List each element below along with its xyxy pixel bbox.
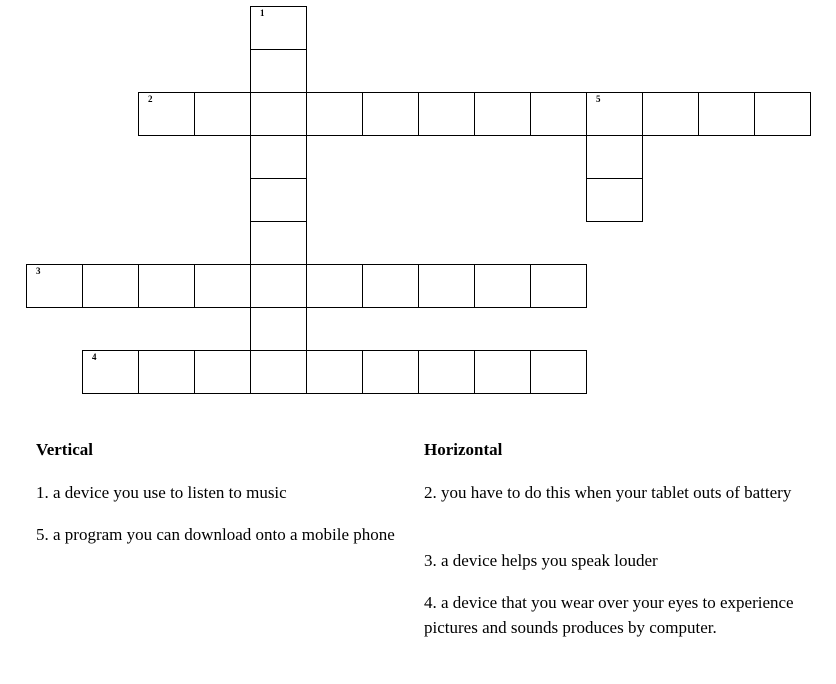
crossword-cell[interactable] — [194, 92, 251, 136]
crossword-cell[interactable] — [250, 6, 307, 50]
clue-number-3: 3 — [36, 266, 41, 276]
horizontal-clue-2: 2. you have to do this when your tablet outs of battery — [424, 483, 792, 502]
crossword-cell[interactable] — [530, 264, 587, 308]
clue-number-1: 1 — [260, 8, 265, 18]
vertical-heading: Vertical — [36, 440, 93, 459]
crossword-cell[interactable] — [250, 307, 307, 351]
crossword-cell[interactable] — [306, 350, 363, 394]
crossword-cell[interactable] — [474, 350, 531, 394]
crossword-cell[interactable] — [82, 264, 139, 308]
crossword-cell[interactable] — [418, 264, 475, 308]
crossword-cell[interactable] — [138, 264, 195, 308]
crossword-cell[interactable] — [698, 92, 755, 136]
crossword-cell[interactable] — [362, 264, 419, 308]
crossword-cell[interactable] — [250, 49, 307, 93]
crossword-cell[interactable] — [82, 350, 139, 394]
clue-number-4: 4 — [92, 352, 97, 362]
crossword-cell[interactable] — [250, 135, 307, 179]
crossword-cell[interactable] — [754, 92, 811, 136]
crossword-cell[interactable] — [586, 178, 643, 222]
crossword-cell[interactable] — [138, 92, 195, 136]
crossword-cell[interactable] — [586, 135, 643, 179]
crossword-cell[interactable] — [194, 350, 251, 394]
crossword-cell[interactable] — [194, 264, 251, 308]
crossword-cell[interactable] — [586, 92, 643, 136]
crossword-cell[interactable] — [418, 92, 475, 136]
crossword-cell[interactable] — [250, 92, 307, 136]
crossword-cell[interactable] — [250, 221, 307, 265]
clue-number-5: 5 — [596, 94, 601, 104]
crossword-cell[interactable] — [474, 264, 531, 308]
crossword-cell[interactable] — [306, 264, 363, 308]
crossword-cell[interactable] — [138, 350, 195, 394]
crossword-cell[interactable] — [530, 350, 587, 394]
crossword-cell[interactable] — [250, 264, 307, 308]
horizontal-clue-3: 3. a device helps you speak louder — [424, 551, 658, 570]
horizontal-clue-4: 4. a device that you wear over your eyes to experience pictures and sounds produces by computer. — [424, 593, 794, 637]
crossword-cell[interactable] — [362, 92, 419, 136]
crossword-cell[interactable] — [474, 92, 531, 136]
vertical-clue-5: 5. a program you can download onto a mobile phone — [36, 525, 395, 544]
clue-number-2: 2 — [148, 94, 153, 104]
crossword-cell[interactable] — [362, 350, 419, 394]
crossword-cell[interactable] — [250, 350, 307, 394]
crossword-cell[interactable] — [530, 92, 587, 136]
vertical-clue-1: 1. a device you use to listen to music — [36, 483, 287, 502]
crossword-cell[interactable] — [26, 264, 83, 308]
crossword-cell[interactable] — [306, 92, 363, 136]
horizontal-heading: Horizontal — [424, 440, 503, 459]
crossword-cell[interactable] — [642, 92, 699, 136]
crossword-cell[interactable] — [250, 178, 307, 222]
crossword-cell[interactable] — [418, 350, 475, 394]
